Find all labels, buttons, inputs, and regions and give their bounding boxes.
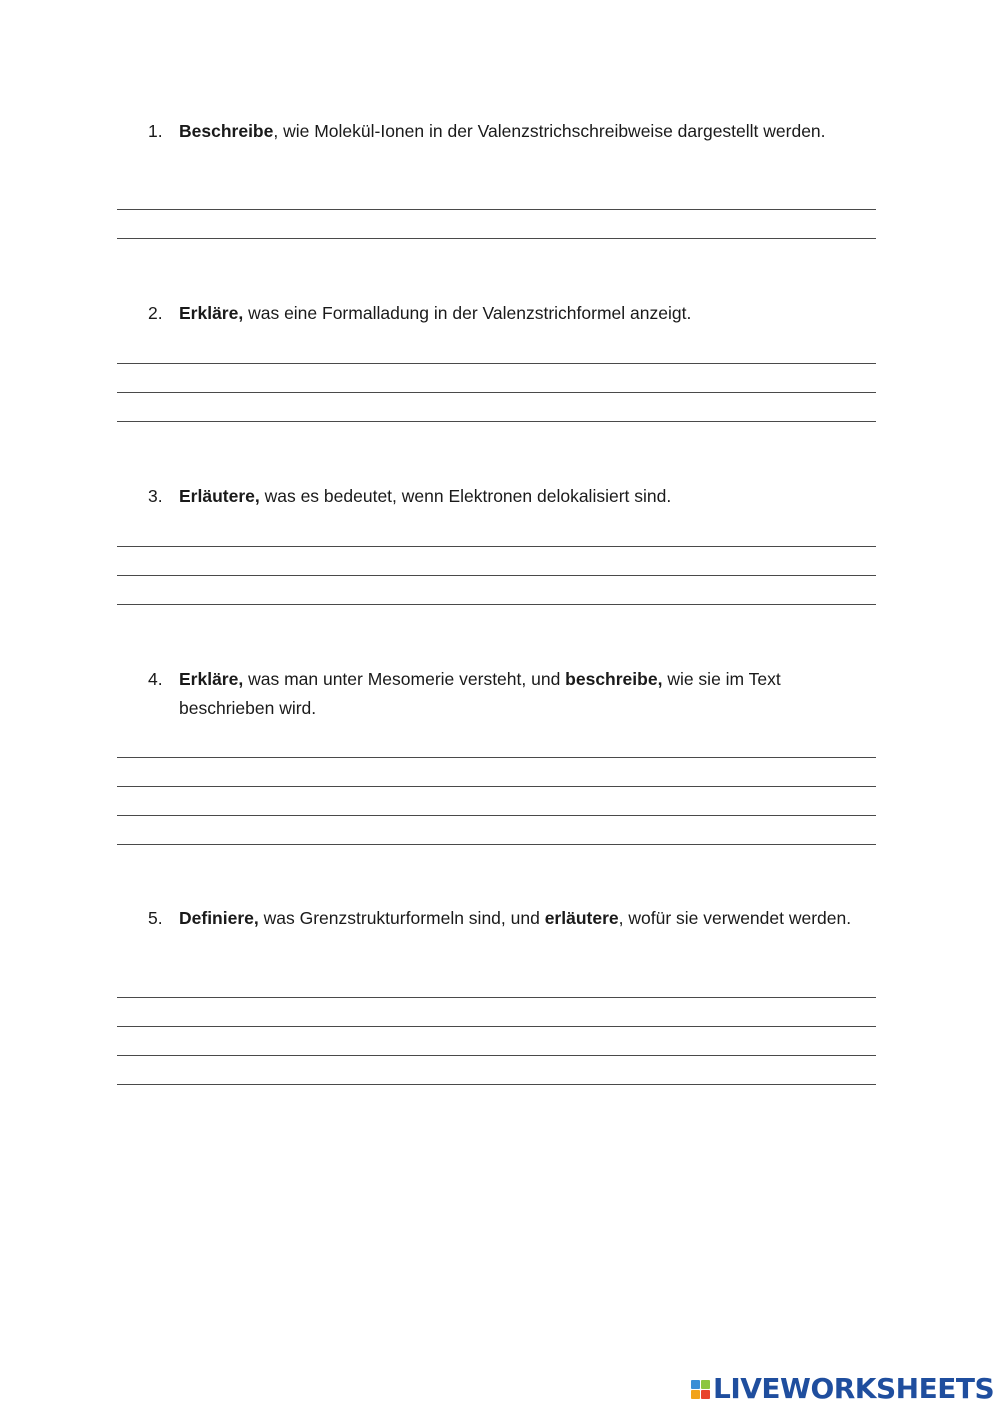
logo-mark-icon <box>691 1380 710 1399</box>
answer-line[interactable] <box>117 209 876 210</box>
operator-verb: erläutere <box>544 908 619 928</box>
answer-line[interactable] <box>117 815 876 816</box>
logo-square-v <box>691 1390 700 1399</box>
question-number: 4. <box>148 669 163 689</box>
question-number: 5. <box>148 908 163 928</box>
operator-verb: Erkläre, <box>179 669 244 689</box>
question-text: Erkläre, was eine Formalladung in der Valenzstrichformel anzeigt. <box>179 303 692 323</box>
question-number: 1. <box>148 121 163 141</box>
answer-line[interactable] <box>117 392 876 393</box>
question-1 <box>148 117 868 146</box>
question-text: Erläutere, was es bedeutet, wenn Elektronen delokalisiert sind. <box>179 486 672 506</box>
operator-verb: Beschreibe <box>179 121 274 141</box>
question-3 <box>148 482 868 511</box>
answer-line[interactable] <box>117 844 876 845</box>
answer-line[interactable] <box>117 546 876 547</box>
logo-square-l <box>691 1380 700 1389</box>
answer-line[interactable] <box>117 238 876 239</box>
logo-text: LIVEWORKSHEETS <box>713 1372 995 1405</box>
question-number: 3. <box>148 486 163 506</box>
question-2 <box>148 299 868 328</box>
logo-square-e <box>701 1390 710 1399</box>
answer-line[interactable] <box>117 1084 876 1085</box>
answer-line[interactable] <box>117 997 876 998</box>
operator-verb: Erkläre, <box>179 303 244 323</box>
answer-line[interactable] <box>117 575 876 576</box>
question-text: Definiere, was Grenzstrukturformeln sind, und erläutere, wofür sie verwendet werden. <box>179 908 852 928</box>
answer-line[interactable] <box>117 1026 876 1027</box>
question-4 <box>148 665 868 722</box>
answer-line[interactable] <box>117 421 876 422</box>
question-5 <box>148 904 868 933</box>
answer-line[interactable] <box>117 363 876 364</box>
answer-line[interactable] <box>117 757 876 758</box>
question-text: Erkläre, was man unter Mesomerie versteht, und beschreibe, wie sie im Text beschrieben wird. <box>179 669 781 718</box>
answer-line[interactable] <box>117 1055 876 1056</box>
operator-verb: beschreibe, <box>565 669 663 689</box>
liveworksheets-logo <box>691 1374 994 1404</box>
answer-line[interactable] <box>117 604 876 605</box>
answer-line[interactable] <box>117 786 876 787</box>
operator-verb: Definiere, <box>179 908 259 928</box>
logo-square-i <box>701 1380 710 1389</box>
question-text: Beschreibe, wie Molekül-Ionen in der Valenzstrichschreibweise dargestellt werden. <box>179 121 826 141</box>
question-number: 2. <box>148 303 163 323</box>
operator-verb: Erläutere, <box>179 486 260 506</box>
